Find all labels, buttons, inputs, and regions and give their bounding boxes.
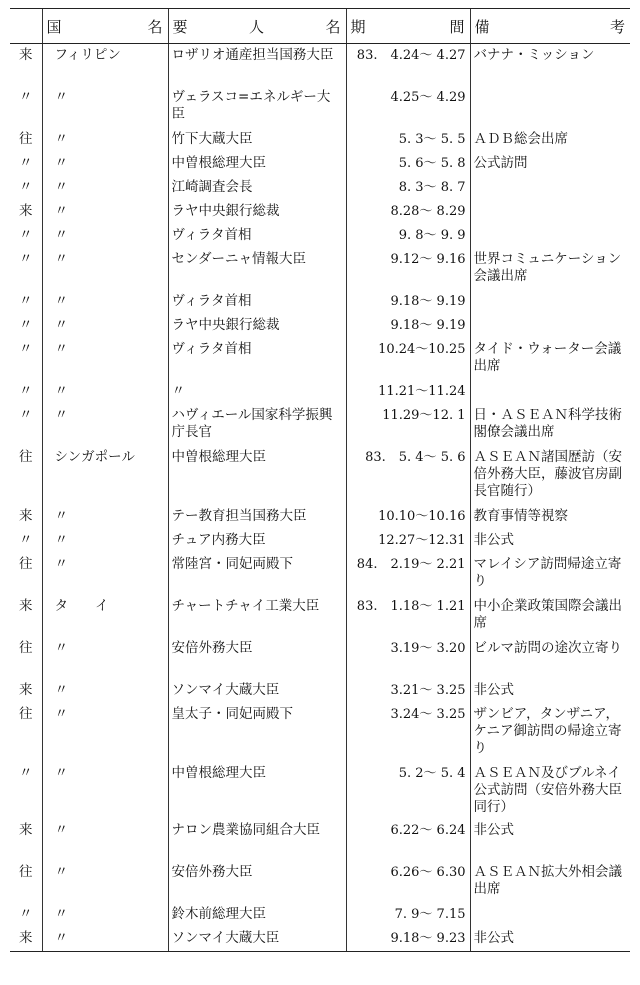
- row-person: チュア内務大臣: [168, 529, 346, 553]
- row-period: 9.18～ 9.23: [346, 927, 470, 952]
- row-period: 5. 3～ 5. 5: [346, 128, 470, 152]
- table-row: [10, 224, 630, 248]
- row-person: 〃: [168, 380, 346, 404]
- row-direction: 来: [19, 598, 33, 614]
- row-direction: 往: [19, 449, 33, 465]
- row-direction: 〃: [19, 906, 33, 922]
- row-period: 5. 2～ 5. 4: [346, 762, 470, 819]
- header-direction: [10, 9, 42, 44]
- row-person: チャートチャイ工業大臣: [168, 595, 346, 637]
- table-row: [10, 446, 630, 505]
- row-direction: 来: [19, 822, 33, 838]
- row-direction: 〃: [19, 532, 33, 548]
- row-country: 〃: [42, 703, 168, 762]
- row-person: ヴェラスコ=エネルギー大臣: [168, 86, 346, 128]
- row-period: 10.24～10.25: [346, 338, 470, 380]
- row-direction: 〃: [19, 765, 33, 781]
- row-country: タ イ: [42, 595, 168, 637]
- row-direction: 来: [19, 682, 33, 698]
- row-person: ナロン農業協同組合大臣: [168, 819, 346, 861]
- row-direction: 〃: [19, 227, 33, 243]
- row-remarks: [470, 200, 630, 224]
- table-row: [10, 679, 630, 703]
- row-country: 〃: [42, 861, 168, 903]
- row-person: テー教育担当国務大臣: [168, 505, 346, 529]
- table-row: [10, 338, 630, 380]
- table-row: [10, 703, 630, 762]
- row-person: 安倍外務大臣: [168, 861, 346, 903]
- row-country: 〃: [42, 200, 168, 224]
- row-period: 6.26～ 6.30: [346, 861, 470, 903]
- row-remarks: 中小企業政策国際会議出席: [470, 595, 630, 637]
- visits-table: [10, 8, 630, 952]
- row-direction: 〃: [19, 407, 33, 423]
- row-period: 9.18～ 9.19: [346, 314, 470, 338]
- row-period: 9.18～ 9.19: [346, 290, 470, 314]
- row-period: 8. 3～ 8. 7: [346, 176, 470, 200]
- row-period: 3.24～ 3.25: [346, 703, 470, 762]
- row-person: 安倍外務大臣: [168, 637, 346, 679]
- row-person: 竹下大蔵大臣: [168, 128, 346, 152]
- row-period: 83. 4.24～ 4.27: [346, 44, 470, 87]
- row-period: 9. 8～ 9. 9: [346, 224, 470, 248]
- row-direction: 往: [19, 556, 33, 572]
- row-country: 〃: [42, 637, 168, 679]
- row-period: 11.29～12. 1: [346, 404, 470, 446]
- row-country: 〃: [42, 128, 168, 152]
- row-direction: 〃: [19, 89, 33, 105]
- row-remarks: [470, 176, 630, 200]
- row-direction: 往: [19, 706, 33, 722]
- row-remarks: ＡＳＥＡＮ諸国歴訪（安倍外務大臣，藤波官房副長官随行）: [470, 446, 630, 505]
- row-remarks: [470, 314, 630, 338]
- row-country: 〃: [42, 819, 168, 861]
- row-period: 83. 5. 4～ 5. 6: [346, 446, 470, 505]
- row-remarks: ＡＳＥＡＮ拡大外相会議出席: [470, 861, 630, 903]
- row-direction: 〃: [19, 251, 33, 267]
- row-person: ヴィラタ首相: [168, 290, 346, 314]
- row-remarks: 日・ＡＳＥＡＮ科学技術閣僚会議出席: [470, 404, 630, 446]
- row-country: 〃: [42, 248, 168, 290]
- row-country: 〃: [42, 176, 168, 200]
- row-person: ソンマイ大蔵大臣: [168, 679, 346, 703]
- table-row: [10, 553, 630, 595]
- row-direction: 来: [10, 927, 42, 952]
- row-remarks: ＡＳＥＡＮ及びブルネイ公式訪問（安倍外務大臣同行）: [470, 762, 630, 819]
- row-country: 〃: [42, 338, 168, 380]
- table-row: [10, 637, 630, 679]
- table-row: [10, 762, 630, 819]
- row-period: 9.12～ 9.16: [346, 248, 470, 290]
- row-period: 6.22～ 6.24: [346, 819, 470, 861]
- row-country: 〃: [42, 314, 168, 338]
- row-country: 〃: [42, 762, 168, 819]
- row-remarks: マレイシア訪問帰途立寄り: [470, 553, 630, 595]
- row-remarks: 非公式: [470, 819, 630, 861]
- table-row: [10, 314, 630, 338]
- row-period: 3.21～ 3.25: [346, 679, 470, 703]
- header-period: 期 間: [346, 9, 470, 44]
- table-row: [10, 529, 630, 553]
- row-remarks: ザンビア，タンザニア，ケニア御訪問の帰途立寄り: [470, 703, 630, 762]
- row-period: 10.10～10.16: [346, 505, 470, 529]
- row-direction: 来: [19, 508, 33, 524]
- table-row: [10, 128, 630, 152]
- table-row: [10, 404, 630, 446]
- row-direction: 〃: [19, 341, 33, 357]
- row-period: 84. 2.19～ 2.21: [346, 553, 470, 595]
- row-person: ソンマイ大蔵大臣: [168, 927, 346, 952]
- row-remarks: 非公式: [470, 679, 630, 703]
- table-row: [10, 44, 630, 87]
- row-person: 中曽根総理大臣: [168, 446, 346, 505]
- table-row: [10, 200, 630, 224]
- table-row: [10, 86, 630, 128]
- row-person: センダーニャ情報大臣: [168, 248, 346, 290]
- table-body: [10, 44, 630, 952]
- row-remarks: [470, 86, 630, 128]
- row-person: 鈴木前総理大臣: [168, 903, 346, 927]
- row-direction: 〃: [19, 317, 33, 333]
- row-remarks: ビルマ訪問の途次立寄り: [470, 637, 630, 679]
- row-direction: 〃: [19, 155, 33, 171]
- row-remarks: ＡＤＢ総会出席: [470, 128, 630, 152]
- row-country: 〃: [42, 529, 168, 553]
- row-country: シンガポール: [42, 446, 168, 505]
- table-row: [10, 505, 630, 529]
- row-direction: 〃: [19, 383, 33, 399]
- row-remarks: 非公式: [470, 927, 630, 952]
- row-country: 〃: [42, 380, 168, 404]
- table-row: [10, 290, 630, 314]
- row-country: 〃: [42, 553, 168, 595]
- row-country: 〃: [42, 927, 168, 952]
- row-remarks: [470, 903, 630, 927]
- row-country: 〃: [42, 679, 168, 703]
- row-person: 中曽根総理大臣: [168, 762, 346, 819]
- row-period: 4.25～ 4.29: [346, 86, 470, 128]
- row-remarks: [470, 380, 630, 404]
- row-person: 中曽根総理大臣: [168, 152, 346, 176]
- row-direction: 往: [19, 131, 33, 147]
- row-country: 〃: [42, 505, 168, 529]
- table-row: [10, 861, 630, 903]
- row-country: 〃: [42, 152, 168, 176]
- row-remarks: 世界コミュニケーション会議出席: [470, 248, 630, 290]
- row-country: 〃: [42, 404, 168, 446]
- row-period: 3.19～ 3.20: [346, 637, 470, 679]
- row-person: ロザリオ通産担当国務大臣: [168, 44, 346, 87]
- table-row: [10, 248, 630, 290]
- row-period: 5. 6～ 5. 8: [346, 152, 470, 176]
- row-person: 皇太子・同妃両殿下: [168, 703, 346, 762]
- row-person: ヴィラタ首相: [168, 224, 346, 248]
- row-direction: 往: [19, 864, 33, 880]
- table-row: [10, 927, 630, 952]
- table-row: [10, 380, 630, 404]
- row-country: 〃: [42, 290, 168, 314]
- row-remarks: [470, 224, 630, 248]
- table-row: [10, 903, 630, 927]
- row-person: 江崎調査会長: [168, 176, 346, 200]
- row-period: 12.27～12.31: [346, 529, 470, 553]
- row-person: ラヤ中央銀行総裁: [168, 314, 346, 338]
- table-row: [10, 819, 630, 861]
- row-person: ハヴィエール国家科学振興庁長官: [168, 404, 346, 446]
- row-period: 8.28～ 8.29: [346, 200, 470, 224]
- row-person: ヴィラタ首相: [168, 338, 346, 380]
- row-direction: 〃: [19, 179, 33, 195]
- header-person: 要 人 名: [168, 9, 346, 44]
- row-direction: 往: [19, 640, 33, 656]
- row-remarks: 公式訪問: [470, 152, 630, 176]
- row-direction: 来: [19, 47, 33, 63]
- row-person: 常陸宮・同妃両殿下: [168, 553, 346, 595]
- table-row: [10, 176, 630, 200]
- row-country: 〃: [42, 224, 168, 248]
- row-remarks: バナナ・ミッション: [470, 44, 630, 87]
- row-remarks: 非公式: [470, 529, 630, 553]
- row-direction: 来: [19, 203, 33, 219]
- row-period: 11.21～11.24: [346, 380, 470, 404]
- row-remarks: タイド・ウォーター会議出席: [470, 338, 630, 380]
- row-period: 83. 1.18～ 1.21: [346, 595, 470, 637]
- row-country: 〃: [42, 903, 168, 927]
- row-country: 〃: [42, 86, 168, 128]
- row-remarks: [470, 290, 630, 314]
- table-header: [10, 9, 630, 44]
- table-row: [10, 152, 630, 176]
- row-person: ラヤ中央銀行総裁: [168, 200, 346, 224]
- header-country: 国 名: [42, 9, 168, 44]
- table-row: [10, 595, 630, 637]
- header-remarks: 備 考: [470, 9, 630, 44]
- row-period: 7. 9～ 7.15: [346, 903, 470, 927]
- row-direction: 〃: [19, 293, 33, 309]
- row-remarks: 教育事情等視察: [470, 505, 630, 529]
- row-country: フィリピン: [42, 44, 168, 87]
